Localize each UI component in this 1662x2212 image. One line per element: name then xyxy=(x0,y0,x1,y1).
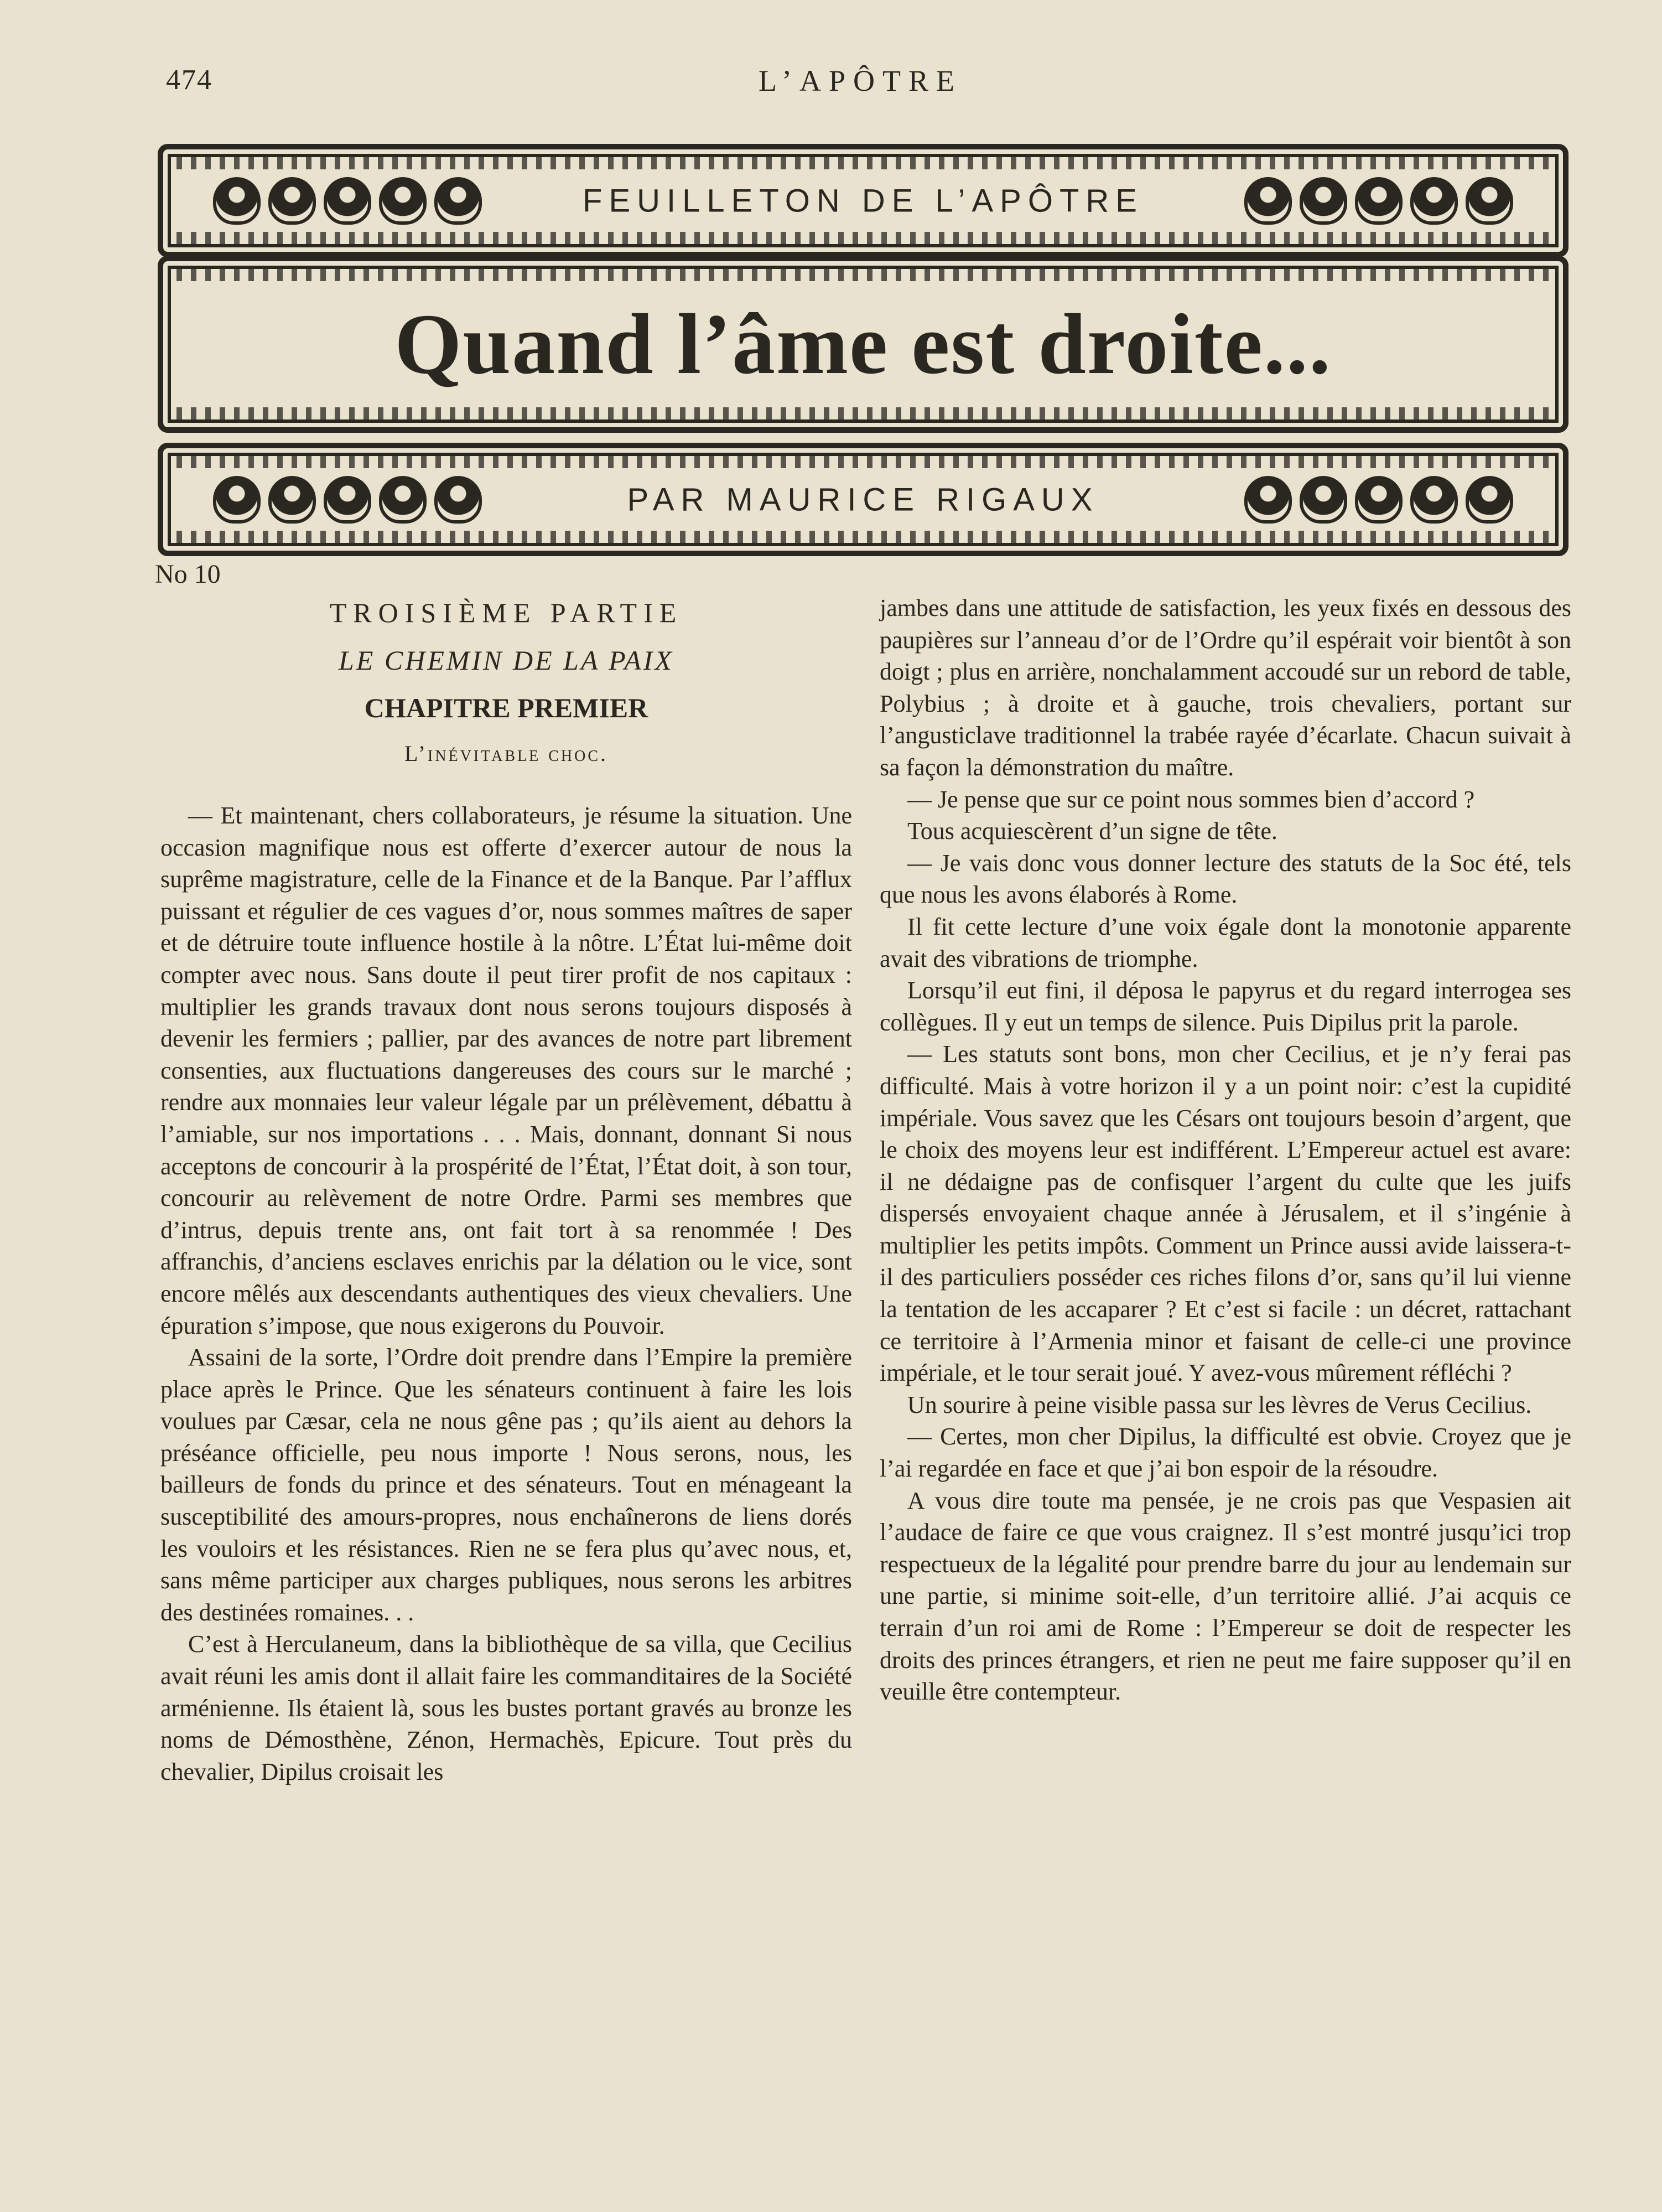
feuilleton-label: FEUILLETON DE L’APÔTRE xyxy=(583,183,1144,219)
author-banner xyxy=(158,443,1568,556)
left-column-text xyxy=(160,800,852,1788)
paragraph: C’est à Herculaneum, dans la bibliothèque de sa villa, que Cecilius avait réuni les amis dont il allait faire les commanditaires de la Société arménienne. Ils étaient là, sous les bustes portant gravés au bronze les noms de Démosthène, Zénon, Hermachès, Epicure. Tout près du chevalier, Dipilus croisait les xyxy=(160,1630,852,1785)
story-title: Quand l’âme est droite... xyxy=(394,296,1332,392)
right-column-text xyxy=(880,592,1571,1708)
section-heading: L’inévitable choc. xyxy=(404,741,609,766)
title-banner xyxy=(158,256,1568,433)
paragraph: — Je pense que sur ce point nous sommes bien d’accord ? xyxy=(907,785,1475,813)
decorative-border xyxy=(176,232,1550,244)
decorative-border xyxy=(176,157,1550,169)
page-header xyxy=(166,58,1555,108)
ornament-icon xyxy=(1244,476,1513,524)
decorative-border xyxy=(176,269,1550,281)
ornament-icon xyxy=(1244,177,1513,225)
decorative-border xyxy=(176,407,1550,419)
chapter-heading: CHAPITRE PREMIER xyxy=(364,692,648,723)
part-subtitle: LE CHEMIN DE LA PAIX xyxy=(339,645,674,676)
decorative-border xyxy=(176,531,1550,543)
paragraph: Un sourire à peine visible passa sur les lèvres de Verus Cecilius. xyxy=(907,1391,1532,1418)
paragraph: Assaini de la sorte, l’Ordre doit prendre dans l’Empire la première place après le Prince. Que les sénateurs continuent à faire les lois voulues par Cæsar, cela ne nous gêne pas ; qu’ils aient au dehors la préséance officielle, peu nous importe ! Nous serons, nous, les bailleurs de fonds du prince et des sénateurs. Tout en ménageant la susceptibilité des amours-propres, nous enchaînerons de liens dorés les vouloirs et les résistances. Rien ne se fera plus qu’avec nous, et, sans même participer aux charges publiques, nous serons les arbitres des destinées romaines. . . xyxy=(160,1344,852,1626)
page-number: 474 xyxy=(166,64,212,96)
paragraph: Il fit cette lecture d’une voix égale dont la monotonie apparente avait des vibrations de triomphe. xyxy=(880,913,1571,972)
feuilleton-banner xyxy=(158,144,1568,257)
paragraph: — Les statuts sont bons, mon cher Cecilius, et je n’y ferai pas difficulté. Mais à votre horizon il y a un point noir: c’est la cupidité impériale. Vous savez que les Césars ont toujours besoin d’argent, que le choix des moyens leur est indifférent. L’Empereur actuel est avare: il ne dédaigne pas de confisquer l’argent du culte que les juifs dispersés envoyaient chaque année à Jérusalem, et il s’ingénie à multiplier les petits impôts. Comment un Prince aussi avide laissera-t-il des particuliers posséder ces riches filons d’or, sans qu’il lui vienne la tentation de les accaparer ? Et c’est si facile : un décret, rattachant ce territoire à l’Armenia minor et faisant de celle-ci une province impériale, et le tour serait joué. Y avez-vous mûrement réfléchi ? xyxy=(880,1040,1571,1387)
paragraph: — Certes, mon cher Dipilus, la difficulté est obvie. Croyez que je l’ai regardée en face et que j’ai bon espoir de la résoudre. xyxy=(880,1423,1571,1483)
right-column xyxy=(880,592,1571,1708)
paragraph: Lorsqu’il eut fini, il déposa le papyrus et du regard interrogea ses collègues. Il y eut un temps de silence. Puis Dipilus prit la parole. xyxy=(880,977,1571,1036)
decorative-border xyxy=(176,456,1550,468)
author-byline: PAR MAURICE RIGAUX xyxy=(627,481,1099,517)
paragraph: jambes dans une attitude de satisfaction, les yeux fixés en dessous des paupières sur l’anneau d’or de l’Ordre qu’il espérait voir bientôt à son doigt ; plus en arrière, nonchalamment accoudé sur un rebord de table, Polybius ; à droite et à gauche, trois chevaliers, portant sur l’angusticlave traditionnel la trabée rayée d’écarlate. Chacun suivait à sa façon la démonstration du maître. xyxy=(880,594,1571,781)
left-column xyxy=(160,587,852,1788)
journal-title: L’APÔTRE xyxy=(758,64,963,97)
paragraph: Tous acquiescèrent d’un signe de tête. xyxy=(907,817,1277,845)
paragraph: — Je vais donc vous donner lecture des statuts de la Soc été, tels que nous les avons élaborés à Rome. xyxy=(880,849,1571,909)
paragraph: A vous dire toute ma pensée, je ne crois pas que Vespasien ait l’audace de faire ce que vous craignez. Il s’est montré jusqu’ici trop respectueux de la légalité pour prendre barre du jour au lendemain sur une partie, si minime soit-elle, d’un territoire allié. J’ai acquis ce terrain d’un roi ami de Rome : l’Empereur se doit de respecter les droits des princes étrangers, et rien ne peut me faire supposer qu’il en veuille être contempteur. xyxy=(880,1486,1571,1706)
issue-number: No 10 xyxy=(155,560,221,589)
paragraph: — Et maintenant, chers collaborateurs, je résume la situation. Une occasion magnifique nous est offerte d’exercer autour de nous la suprême magistrature, celle de la Finance et de la Banque. Par l’afflux puissant et régulier de ces vagues d’or, nous sommes maîtres de saper et de détruire toute influence hostile à la nôtre. L’État lui-même doit compter avec nous. Sans doute il peut tirer profit de nos capitaux : multiplier les grands travaux dont nous serons toujours disposés à devenir les fermiers ; pallier, par des avances de notre part librement consenties, aux fluctuations dangereuses des cours sur le marché ; rendre aux monnaies leur valeur légale par un prélèvement, débattu à l’amiable, sur nos importations . . . Mais, donnant, donnant Si nous acceptons de concourir à la prospérité de l’État, l’État doit, à son tour, concourir au relèvement de notre Ordre. Parmi ses membres que d’intrus, depuis trente ans, ont fait tort à sa renommée ! Des affranchis, d’anciens esclaves enrichis par la délation ou le vice, sont encore mêlés aux descendants authentiques des vieux chevaliers. Une épuration s’impose, que nous exigerons du Pouvoir. xyxy=(160,802,852,1339)
part-heading: TROISIÈME PARTIE xyxy=(329,597,683,628)
